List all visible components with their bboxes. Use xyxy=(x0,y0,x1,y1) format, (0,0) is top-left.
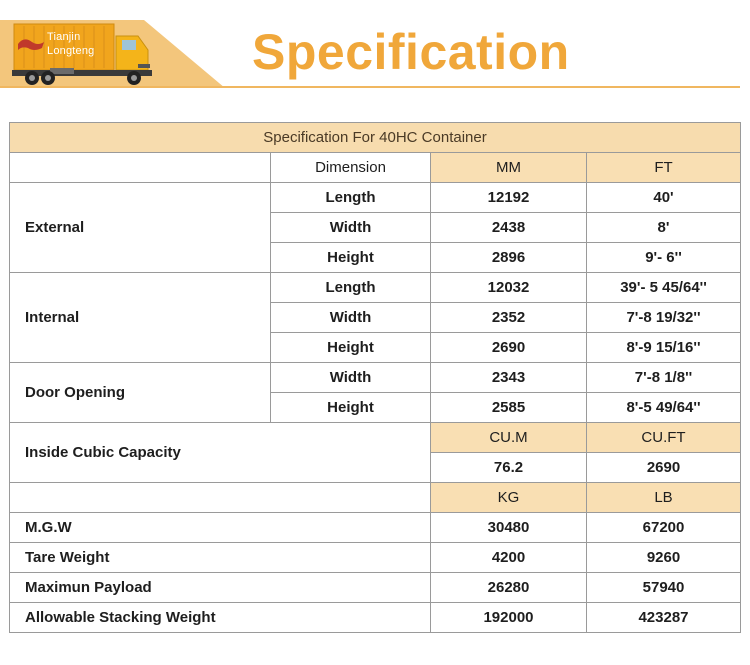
lb-value: 67200 xyxy=(587,513,741,543)
internal-label: Internal xyxy=(10,273,271,363)
lb-value: 423287 xyxy=(587,603,741,633)
mm-value: 2690 xyxy=(431,333,587,363)
ft-value: 8'-9 15/16'' xyxy=(587,333,741,363)
cuft-header: CU.FT xyxy=(587,423,741,453)
lb-header: LB xyxy=(587,483,741,513)
specification-table xyxy=(9,122,741,633)
kg-value: 26280 xyxy=(431,573,587,603)
table-row xyxy=(10,273,741,303)
mm-value: 2343 xyxy=(431,363,587,393)
ft-value: 7'-8 19/32'' xyxy=(587,303,741,333)
weight-label: Allowable Stacking Weight xyxy=(10,603,431,633)
logo-line-1: Tianjin xyxy=(47,31,81,43)
header-divider xyxy=(0,86,740,88)
dimension-name: Length xyxy=(271,183,431,213)
ft-value: 40' xyxy=(587,183,741,213)
weight-label: Tare Weight xyxy=(10,543,431,573)
cum-header: CU.M xyxy=(431,423,587,453)
lb-value: 9260 xyxy=(587,543,741,573)
dimension-name: Width xyxy=(271,303,431,333)
kg-value: 4200 xyxy=(431,543,587,573)
table-row xyxy=(10,183,741,213)
mm-header: MM xyxy=(431,153,587,183)
table-row xyxy=(10,543,741,573)
mm-value: 2585 xyxy=(431,393,587,423)
door-opening-label: Door Opening xyxy=(10,363,271,423)
weight-label: Maximun Payload xyxy=(10,573,431,603)
table-caption-row xyxy=(10,123,741,153)
weight-label: M.G.W xyxy=(10,513,431,543)
ft-header: FT xyxy=(587,153,741,183)
dimension-name: Length xyxy=(271,273,431,303)
external-label: External xyxy=(10,183,271,273)
empty-cell xyxy=(10,483,431,513)
kg-value: 192000 xyxy=(431,603,587,633)
dimension-name: Height xyxy=(271,393,431,423)
dimension-name: Width xyxy=(271,363,431,393)
mm-value: 12032 xyxy=(431,273,587,303)
cuft-value: 2690 xyxy=(587,453,741,483)
table-caption: Specification For 40HC Container xyxy=(10,123,741,153)
dimension-name: Height xyxy=(271,243,431,273)
header-banner xyxy=(0,0,750,94)
empty-cell xyxy=(10,153,271,183)
ft-value: 8'-5 49/64'' xyxy=(587,393,741,423)
table-row xyxy=(10,363,741,393)
dimension-name: Width xyxy=(271,213,431,243)
mm-value: 2896 xyxy=(431,243,587,273)
table-row xyxy=(10,603,741,633)
table-row xyxy=(10,483,741,513)
mm-value: 2438 xyxy=(431,213,587,243)
page-title: Specification xyxy=(252,24,570,80)
company-logo-text xyxy=(47,30,94,58)
dimension-name: Height xyxy=(271,333,431,363)
kg-value: 30480 xyxy=(431,513,587,543)
ft-value: 39'- 5 45/64'' xyxy=(587,273,741,303)
table-row xyxy=(10,513,741,543)
kg-header: KG xyxy=(431,483,587,513)
mm-value: 12192 xyxy=(431,183,587,213)
logo-line-2: Longteng xyxy=(47,45,95,57)
capacity-label: Inside Cubic Capacity xyxy=(10,423,431,483)
ft-value: 9'- 6'' xyxy=(587,243,741,273)
mm-value: 2352 xyxy=(431,303,587,333)
table-row xyxy=(10,573,741,603)
table-header-row xyxy=(10,153,741,183)
dimension-header: Dimension xyxy=(271,153,431,183)
cum-value: 76.2 xyxy=(431,453,587,483)
lb-value: 57940 xyxy=(587,573,741,603)
table-row xyxy=(10,423,741,453)
ft-value: 8' xyxy=(587,213,741,243)
ft-value: 7'-8 1/8'' xyxy=(587,363,741,393)
